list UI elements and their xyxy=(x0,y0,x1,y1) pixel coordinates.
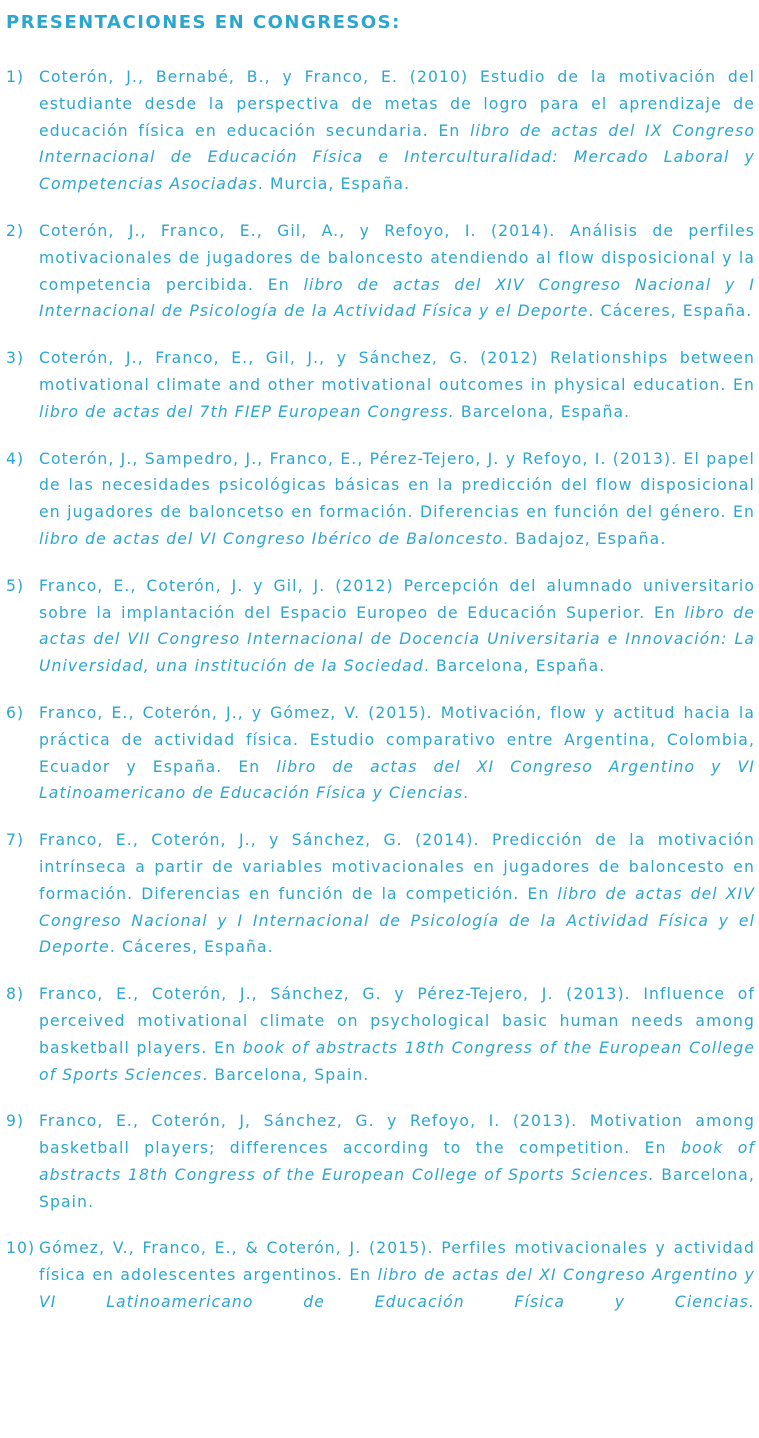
reference-item xyxy=(6,827,755,961)
reference-location: Barcelona, Spain. xyxy=(39,1165,755,1211)
reference-location: . Murcia, España. xyxy=(257,175,411,194)
reference-text: Coterón, J., Franco, E., Gil, J., y Sánchez, G. (2012) Relationships between motivational climate and other motivational outcomes in physical education. En xyxy=(39,349,755,394)
reference-number: 4) xyxy=(6,449,25,468)
reference-text: Franco, E., Coterón, J., y Gómez, V. (2015). Motivación, flow y actitud hacia la práctica de actividad física. Estudio comparativo entre Argentina, Colombia, Ecuador y España. En xyxy=(39,703,755,776)
reference-text: Coterón, J., Sampedro, J., Franco, E., Pérez-Tejero, J. y Refoyo, I. (2013). El papel de las necesidades psicológicas básicas en la predicción del flow disposicional en jugadores de baloncetso en formación. Diferencias en función del género. En xyxy=(39,449,755,522)
reference-location: . Barcelona, Spain. xyxy=(202,1065,370,1084)
reference-number: 5) xyxy=(6,576,25,595)
reference-number: 6) xyxy=(6,703,25,722)
reference-number: 10) xyxy=(6,1239,36,1258)
reference-number: 7) xyxy=(6,831,25,850)
reference-item xyxy=(6,218,755,325)
reference-source: libro de actas del 7th FIEP European Congress. xyxy=(39,402,455,421)
reference-item xyxy=(6,700,755,807)
reference-text: Coterón, J., Franco, E., Gil, A., y Refoyo, I. (2014). Análisis de perfiles motivacionales de jugadores de baloncesto atendiendo al flow disposicional y la competencia percibida. En xyxy=(39,221,755,294)
reference-item xyxy=(6,1108,755,1215)
reference-source: libro de actas del VI Congreso Ibérico de Baloncesto xyxy=(39,529,504,548)
reference-location: Barcelona, España. xyxy=(454,402,631,421)
reference-item xyxy=(6,64,755,198)
reference-list xyxy=(6,64,755,1316)
reference-source: libro de actas del VII Congreso Internacional de Docencia Universitaria e Innovación: La Universidad, una institución de la Sociedad xyxy=(39,603,755,676)
section-heading: PRESENTACIONES EN CONGRESOS: xyxy=(6,12,401,33)
reference-number: 3) xyxy=(6,349,25,368)
reference-item xyxy=(6,345,755,425)
reference-number: 2) xyxy=(6,221,25,240)
reference-text: Gómez, V., Franco, E., & Coterón, J. (2015). Perfiles motivacionales y actividad física en adolescentes argentinos. En xyxy=(39,1239,755,1285)
reference-location: . xyxy=(463,784,470,803)
reference-text: Coterón, J., Bernabé, B., y Franco, E. (2010) Estudio de la motivación del estudiante desde la perspectiva de metas de logro para el aprendizaje de educación física en educación secundaria. En xyxy=(39,68,755,140)
reference-source: libro de actas del IX Congreso Internacional de Educación Física e Interculturalidad: Mercado Laboral y Competencias Asociadas xyxy=(39,121,755,194)
reference-text: Franco, E., Coterón, J. y Gil, J. (2012) Percepción del alumnado universitario sobre la implantación del Espacio Europeo de Educación Superior. En xyxy=(39,576,755,622)
reference-text: Franco, E., Coterón, J., y Sánchez, G. (2014). Predicción de la motivación intrínseca a partir de variables motivacionales en jugadores de baloncesto en formación. Diferencias en función de la competición. En xyxy=(39,831,755,903)
reference-location: . Badajoz, España. xyxy=(503,529,667,548)
reference-number: 8) xyxy=(6,985,25,1004)
reference-item xyxy=(6,573,755,680)
reference-location: . Barcelona, España. xyxy=(423,657,606,676)
reference-source: libro de actas del XI Congreso Argentino y VI Latinoamericano de Educación Física y Ciencias. xyxy=(39,1266,755,1312)
reference-source: libro de actas del XIV Congreso Nacional y I Internacional de Psicología de la Actividad Física y el Deporte xyxy=(39,275,756,321)
reference-source: book of abstracts 18th Congress of the European College of Sports Sciences. xyxy=(39,1139,755,1184)
reference-number: 9) xyxy=(6,1112,25,1131)
reference-text: Franco, E., Coterón, J., Sánchez, G. y Pérez-Tejero, J. (2013). Influence of perceived motivational climate on psychological basic human needs among basketball players. En xyxy=(39,985,755,1057)
reference-location: . Cáceres, España. xyxy=(109,938,274,957)
reference-source: libro de actas del XI Congreso Argentino y VI Latinoamericano de Educación Física y Ciencias xyxy=(39,757,755,803)
reference-text: Franco, E., Coterón, J, Sánchez, G. y Refoyo, I. (2013). Motivation among basketball players; differences according to the competition. En xyxy=(39,1112,755,1158)
reference-source: book of abstracts 18th Congress of the European College of Sports Sciences xyxy=(39,1038,756,1084)
reference-item xyxy=(6,446,755,553)
reference-source: libro de actas del XIV Congreso Nacional y I Internacional de Psicología de la Actividad Física y el Deporte xyxy=(39,884,756,957)
reference-item xyxy=(6,1235,755,1315)
reference-item xyxy=(6,981,755,1088)
reference-number: 1) xyxy=(6,68,25,86)
reference-location: . Cáceres, España. xyxy=(588,302,753,321)
